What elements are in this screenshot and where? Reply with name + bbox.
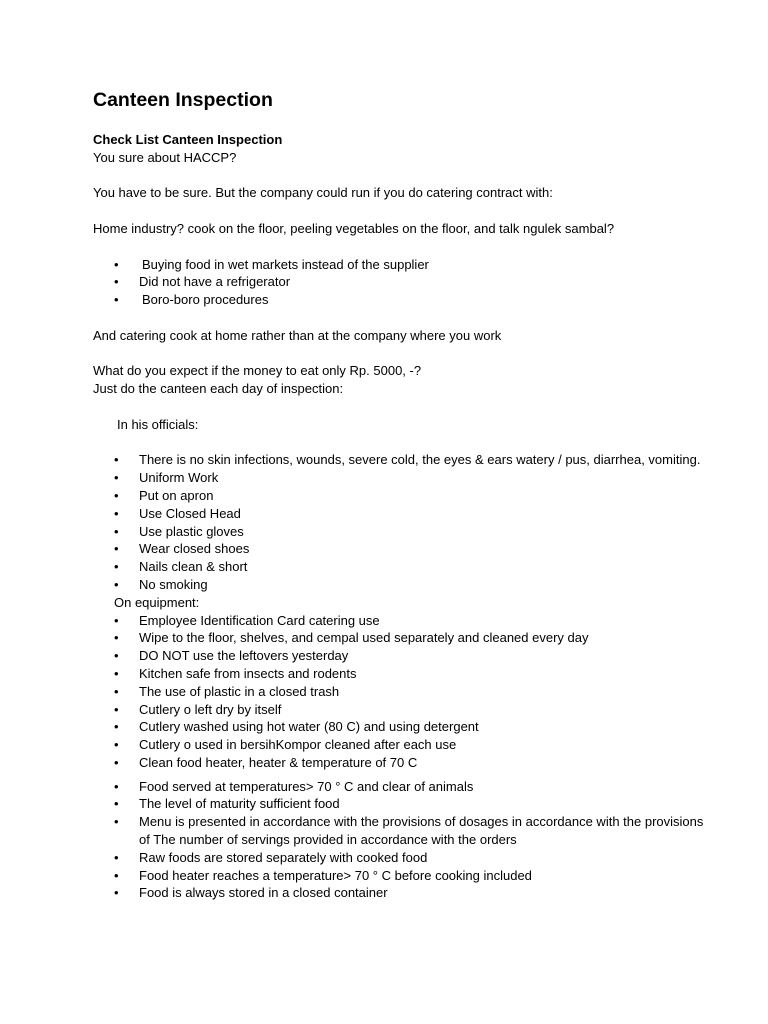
list-item: • Boro-boro procedures xyxy=(93,291,713,309)
list-item: • Cutlery washed using hot water (80 C) and using detergent xyxy=(93,718,713,736)
equipment-heading: On equipment: xyxy=(114,594,200,610)
officials-list xyxy=(93,451,713,593)
paragraph-daily-inspection: Just do the canteen each day of inspection: xyxy=(93,381,344,397)
list-item: • There is no skin infections, wounds, severe cold, the eyes & ears watery / pus, diarrhea, vomiting. xyxy=(93,451,713,469)
paragraph-haccp-question: You sure about HACCP? xyxy=(93,149,237,165)
list-item: • Cutlery o left dry by itself xyxy=(93,701,713,719)
list-item: • Wipe to the floor, shelves, and cempal used separately and cleaned every day xyxy=(93,629,713,647)
list-item: • Food served at temperatures> 70 ° C and clear of animals xyxy=(93,778,713,796)
paragraph-home-industry: Home industry? cook on the floor, peeling vegetables on the floor, and talk ngulek sambal? xyxy=(93,220,615,236)
list-item: • Food is always stored in a closed container xyxy=(93,884,713,902)
list-item: • Uniform Work xyxy=(93,469,713,487)
paragraph-money-question: What do you expect if the money to eat only Rp. 5000, -? xyxy=(93,363,422,379)
paragraph-be-sure: You have to be sure. But the company could run if you do catering contract with: xyxy=(93,185,553,201)
equipment-list xyxy=(93,612,713,772)
list-item: • Put on apron xyxy=(93,487,713,505)
list-item: • Kitchen safe from insects and rodents xyxy=(93,665,713,683)
list-item: • Cutlery o used in bersihKompor cleaned after each use xyxy=(93,736,713,754)
list-item: • Use Closed Head xyxy=(93,505,713,523)
list-item: • Buying food in wet markets instead of the supplier xyxy=(93,256,713,274)
document-page xyxy=(93,88,713,902)
list-item: • Employee Identification Card catering use xyxy=(93,612,713,630)
list-item: • Clean food heater, heater & temperature of 70 C xyxy=(93,754,713,772)
list-item: • Food heater reaches a temperature> 70 ° C before cooking included xyxy=(93,867,713,885)
officials-heading: In his officials: xyxy=(117,416,199,432)
list-item: • Raw foods are stored separately with cooked food xyxy=(93,849,713,867)
list-item: • Nails clean & short xyxy=(93,558,713,576)
checklist-subtitle: Check List Canteen Inspection xyxy=(93,132,283,147)
home-industry-list xyxy=(93,256,713,309)
list-item: • Did not have a refrigerator xyxy=(93,273,713,291)
list-item: • Use plastic gloves xyxy=(93,523,713,541)
list-item: • Menu is presented in accordance with the provisions of dosages in accordance with the provisions of The number of servings provided in accordance with the orders xyxy=(93,813,713,849)
list-item: • Wear closed shoes xyxy=(93,540,713,558)
list-item: • The level of maturity sufficient food xyxy=(93,795,713,813)
document-title: Canteen Inspection xyxy=(93,89,273,111)
list-item: • No smoking xyxy=(93,576,713,594)
list-item: • DO NOT use the leftovers yesterday xyxy=(93,647,713,665)
list-item: • The use of plastic in a closed trash xyxy=(93,683,713,701)
paragraph-catering-home: And catering cook at home rather than at the company where you work xyxy=(93,327,502,343)
food-list xyxy=(93,778,713,903)
